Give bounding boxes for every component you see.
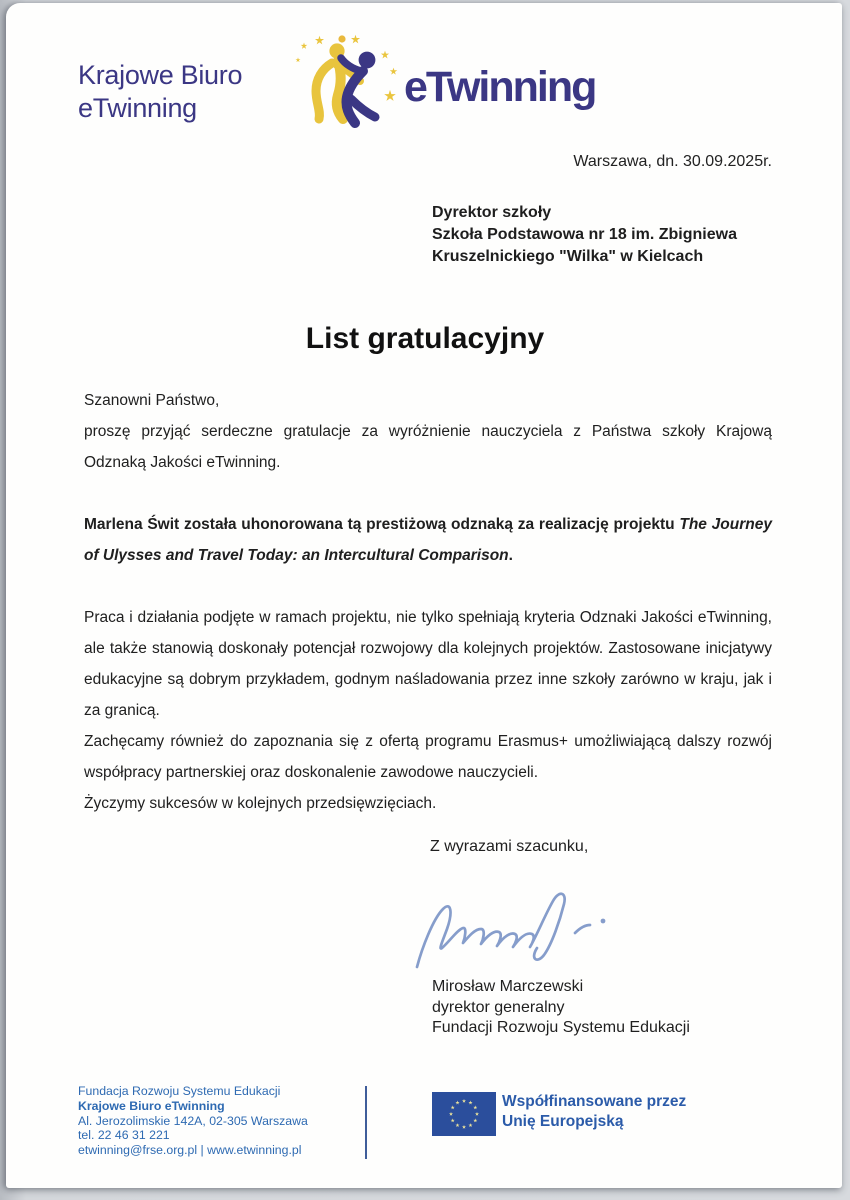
paragraph-praca: Praca i działania podjęte w ramach projektu, nie tylko spełniają kryteria Odznaki Jakości eTwinning, ale także stanowią doskonały potencjał rozwojowy dla kolejnych projektów. Zastosowane inicjatywy edukacyjne są dobrym przykładem, godnym naśladowania przez inne szkoły zarówno w kraju, jak i za granicą. — [84, 609, 772, 719]
closing: Z wyrazami szacunku, — [430, 838, 589, 855]
signer-name: Mirosław Marczewski — [432, 978, 584, 995]
footer-org-line-bold: Krajowe Biuro eTwinning — [78, 1098, 225, 1113]
footer-address-line: Al. Jerozolimskie 142A, 02-305 Warszawa — [78, 1113, 308, 1128]
award-text-period: . — [508, 547, 513, 564]
salutation: Szanowni Państwo, — [84, 392, 220, 409]
signer-org: Fundacji Rozwoju Systemu Edukacji — [432, 1019, 690, 1036]
award-text-bold: Marlena Świt została uhonorowana tą prestiżową odznaką za realizację projektu — [84, 516, 680, 533]
handwritten-signature-image — [409, 885, 627, 988]
paragraph-gratulacje: proszę przyjąć serdeczne gratulacje za wyróżnienie nauczyciela z Państwa szkoły Krajową Odznaką Jakości eTwinning. — [84, 423, 772, 471]
signer-role: dyrektor generalny — [432, 998, 565, 1016]
footer-divider — [365, 1086, 367, 1159]
paragraph-zyczenia: Życzymy sukcesów w kolejnych przedsięwzięciach. — [84, 795, 437, 812]
etwinning-logo-figures-icon — [292, 33, 410, 142]
eu-funding-text — [502, 1092, 686, 1131]
recipient-line: Kruszelnickiego "Wilka" w Kielcach — [432, 248, 704, 265]
letter-body — [84, 385, 772, 819]
footer-org-block — [78, 1084, 308, 1158]
letter-page — [6, 3, 842, 1188]
footer-email-web-line: etwinning@frse.org.pl | www.etwinning.pl — [78, 1143, 302, 1158]
eu-funding-line1: Współfinansowane przez — [502, 1093, 687, 1110]
eu-flag-icon — [432, 1092, 496, 1141]
dateline: Warszawa, dn. 30.09.2025r. — [573, 153, 772, 170]
etwinning-logo-wordmark: eTwinning — [404, 63, 596, 111]
paragraph-award — [84, 509, 772, 571]
signer-block — [432, 977, 690, 1039]
recipient-block — [432, 202, 737, 268]
footer-phone-line: tel. 22 46 31 221 — [78, 1128, 170, 1143]
org-name-line1: Krajowe Biuro — [78, 60, 243, 90]
letter-title: List gratulacyjny — [305, 322, 545, 355]
footer-org-line: Fundacja Rozwoju Systemu Edukacji — [78, 1084, 281, 1098]
org-name — [78, 59, 242, 125]
eu-funding-line2: Unię Europejską — [502, 1112, 624, 1130]
paragraph-erasmus: Zachęcamy również do zapoznania się z ofertą programu Erasmus+ umożliwiającą dalszy rozwój współpracy partnerskiej oraz doskonalenie zawodowe nauczycieli. — [84, 733, 772, 781]
recipient-line: Szkoła Podstawowa nr 18 im. Zbigniewa — [432, 226, 737, 243]
org-name-line2: eTwinning — [78, 93, 197, 123]
project-title-italic: The Journey of Ulysses and Travel Today: an Intercultural Comparison — [84, 516, 772, 564]
recipient-line: Dyrektor szkoły — [432, 204, 552, 221]
